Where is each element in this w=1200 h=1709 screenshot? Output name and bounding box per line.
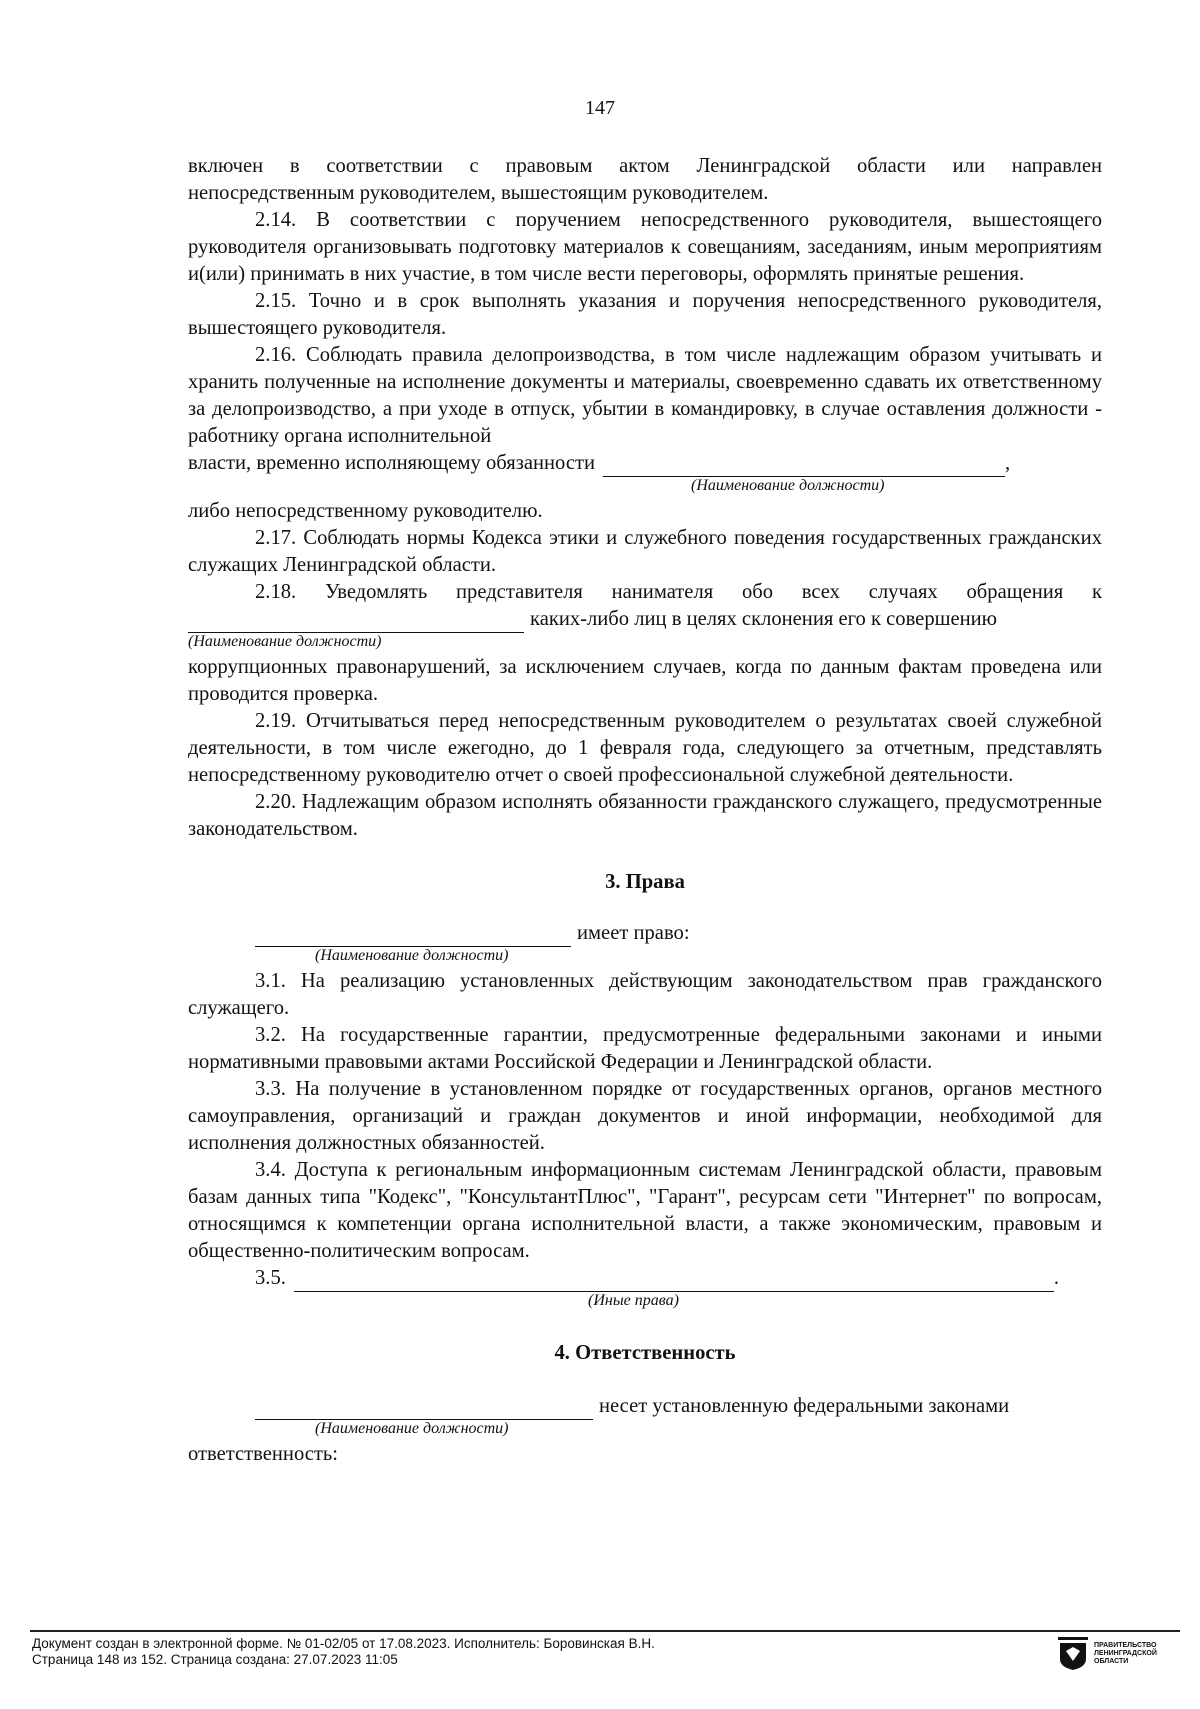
caption-position-name: (Наименование должности) bbox=[315, 947, 509, 964]
paragraph-3-1: 3.1. На реализацию установленных действующим законодательством прав гражданского служащего. bbox=[188, 970, 1102, 1019]
blank-field bbox=[255, 926, 571, 947]
paragraph-3-5-line bbox=[188, 1265, 1102, 1292]
footer-divider bbox=[30, 1630, 1180, 1632]
paragraph-2-20: 2.20. Надлежащим образом исполнять обязанности гражданского служащего, предусмотренные законодательством. bbox=[188, 791, 1102, 840]
comma: , bbox=[1005, 452, 1011, 474]
paragraph-2-18-line1: 2.18. Уведомлять представителя нанимателя обо всех случаях обращения к bbox=[255, 581, 1102, 603]
blank-field bbox=[603, 456, 1005, 477]
caption-other-rights: (Иные права) bbox=[588, 1292, 679, 1309]
paragraph-2-18-rest: коррупционных правонарушений, за исключением случаев, когда по данным фактам проведена или проводится проверка. bbox=[188, 656, 1102, 705]
section-4-heading: 4. Ответственность bbox=[554, 1342, 736, 1364]
paragraph-3-5-number: 3.5. bbox=[255, 1267, 286, 1289]
caption-position-name: (Наименование должности) bbox=[188, 633, 382, 650]
section-4-intro-line bbox=[188, 1393, 1102, 1420]
section-3-heading: 3. Права bbox=[605, 871, 685, 893]
coat-of-arms-icon bbox=[1058, 1637, 1088, 1671]
footer-line-1: Документ создан в электронной форме. № 01-02/05 от 17.08.2023. Исполнитель: Боровинская В.Н. bbox=[32, 1636, 655, 1651]
paragraph-2-19: 2.19. Отчитываться перед непосредственным руководителем о результатах своей служебной деятельности, в том числе ежегодно, до 1 февраля года, следующего за отчетным, представлять непосредственному руководителю отчет о своей профессиональной служебной деятельности. bbox=[188, 710, 1102, 786]
paragraph-3-4: 3.4. Доступа к региональным информационным системам Ленинградской области, правовым базам данных типа "Кодекс", "КонсультантПлюс", "Гарант", ресурсам сети "Интернет" по вопросам, относящимся к компетенции органа исполнительной власти, а также экономическим, правовым и общественно-политическим вопросам. bbox=[188, 1159, 1102, 1262]
government-logo bbox=[1058, 1634, 1178, 1674]
paragraph-continued-line2: непосредственным руководителем, вышестоящим руководителем. bbox=[188, 182, 769, 204]
paragraph-2-16-line-text: власти, временно исполняющему обязанности bbox=[188, 452, 596, 474]
logo-caption-line-3: ОБЛАСТИ bbox=[1094, 1658, 1129, 1665]
paragraph-2-15: 2.15. Точно и в срок выполнять указания и поручения непосредственного руководителя, вышестоящего руководителя. bbox=[188, 290, 1102, 339]
paragraph-2-14: 2.14. В соответствии с поручением непосредственного руководителя, вышестоящего руководителя организовывать подготовку материалов к совещаниям, заседаниям, иным мероприятиям и(или) принимать в них участие, в том числе вести переговоры, оформлять принятые решения. bbox=[188, 209, 1102, 285]
blank-field bbox=[255, 1399, 593, 1420]
section-4-end: ответственность: bbox=[188, 1443, 339, 1465]
caption-position-name: (Наименование должности) bbox=[691, 477, 885, 494]
paragraph-2-16: 2.16. Соблюдать правила делопроизводства, в том числе надлежащим образом учитывать и хранить полученные на исполнение документы и материалы, своевременно сдавать их ответственному за делопроизводство, а при уходе в отпуск, убытии в командировку, в случае оставления должности - работнику органа исполнительной bbox=[188, 344, 1102, 447]
page-number: 147 bbox=[585, 97, 615, 119]
caption-position-name: (Наименование должности) bbox=[315, 1420, 509, 1437]
logo-caption-line-1: ПРАВИТЕЛЬСТВО bbox=[1094, 1642, 1157, 1649]
paragraph-continued-line1: включен в соответствии с правовым актом Ленинградской области или направлен bbox=[188, 155, 1102, 177]
section-3-intro-line bbox=[188, 920, 1102, 947]
logo-caption bbox=[1094, 1642, 1157, 1666]
document-body bbox=[188, 153, 1102, 1468]
footer-line-2: Страница 148 из 152. Страница создана: 27.07.2023 11:05 bbox=[32, 1652, 398, 1667]
paragraph-2-17: 2.17. Соблюдать нормы Кодекса этики и служебного поведения государственных гражданских служащих Ленинградской области. bbox=[188, 527, 1102, 576]
logo-caption-line-2: ЛЕНИНГРАДСКОЙ bbox=[1094, 1650, 1157, 1657]
paragraph-2-16-end: либо непосредственному руководителю. bbox=[188, 500, 543, 522]
period: . bbox=[1053, 1267, 1060, 1289]
footer bbox=[32, 1636, 655, 1668]
paragraph-2-16-blank-line bbox=[188, 450, 1102, 477]
section-4-intro-text: несет установленную федеральными законами bbox=[599, 1395, 1010, 1417]
blank-field bbox=[294, 1271, 1054, 1292]
paragraph-3-2: 3.2. На государственные гарантии, предусмотренные федеральными законами и иными нормативными правовыми актами Российской Федерации и Ленинградской области. bbox=[188, 1024, 1102, 1073]
paragraph-2-18-blank-line bbox=[188, 606, 1102, 633]
paragraph-2-18-line2-text: каких-либо лиц в целях склонения его к совершению bbox=[530, 608, 998, 630]
section-3-intro-text: имеет право: bbox=[577, 922, 690, 944]
paragraph-3-3: 3.3. На получение в установленном порядке от государственных органов, органов местного самоуправления, организаций и граждан документов и иной информации, необходимой для исполнения должностных обязанностей. bbox=[188, 1078, 1102, 1154]
blank-field bbox=[188, 612, 524, 633]
